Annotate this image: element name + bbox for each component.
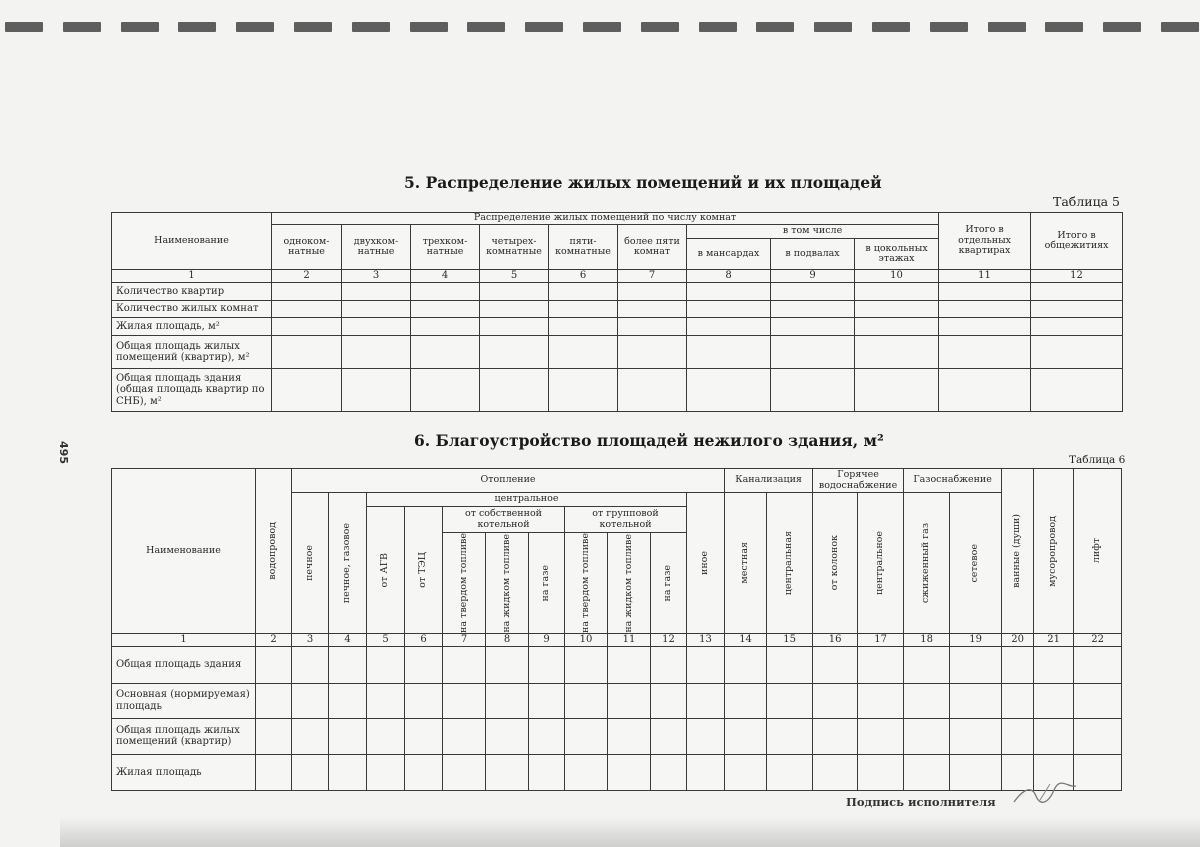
t6-data-cell[interactable] [367,646,405,683]
t6-header-agv: от АГВ [379,552,391,588]
t6-col-number: 12 [651,633,687,646]
binder-dash [988,22,1026,32]
binder-dash [1045,22,1083,32]
t6-data-cell[interactable] [292,754,329,790]
t6-data-cell[interactable] [813,683,858,718]
table-row [112,683,1122,718]
binder-dash [63,22,101,32]
t5-header-c8: в мансардах [687,239,771,270]
t6-data-cell[interactable] [256,718,292,754]
t5-data-cell[interactable] [411,318,480,336]
t6-header-liquid-2: на жидком топливе [622,533,634,633]
t5-data-cell[interactable] [687,318,771,336]
t6-data-cell[interactable] [767,683,813,718]
t5-col-number: 8 [687,270,771,283]
table-6 [111,468,1122,791]
t6-data-cell[interactable] [858,718,904,754]
t6-data-cell[interactable] [529,754,565,790]
t6-data-cell[interactable] [608,646,651,683]
t6-data-cell[interactable] [904,683,950,718]
t6-data-cell[interactable] [367,718,405,754]
t6-header-columns: от колонок [828,535,840,591]
t5-data-cell[interactable] [272,336,342,369]
t5-header-c11: Итого в отдельных квартирах [939,213,1031,270]
t5-data-cell[interactable] [771,283,855,301]
t6-data-cell[interactable] [687,683,725,718]
t5-data-cell[interactable] [272,283,342,301]
t6-data-cell[interactable] [443,683,486,718]
t5-data-cell[interactable] [687,301,771,318]
t5-data-cell[interactable] [342,318,411,336]
t5-header-group: Распределение жилых помещений по числу комнат [272,213,939,225]
t6-header-gassupply: Газоснабжение [904,469,1002,493]
t5-data-cell[interactable] [1031,283,1123,301]
t5-header-c4: трехкомнатные [411,225,480,270]
t6-row-label: Жилая площадь [112,754,256,790]
t5-data-cell[interactable] [342,301,411,318]
t5-col-number: 11 [939,270,1031,283]
t5-col-number: 10 [855,270,939,283]
t5-data-cell[interactable] [939,369,1031,412]
t5-data-cell[interactable] [480,318,549,336]
t6-data-cell[interactable] [1002,683,1034,718]
t6-data-cell[interactable] [256,646,292,683]
t6-data-cell[interactable] [904,718,950,754]
t6-data-cell[interactable] [565,754,608,790]
t5-row-label: Количество жилых комнат [112,301,272,318]
t5-col-number: 7 [618,270,687,283]
t5-header-c12: Итого в общежитиях [1031,213,1123,270]
section5-title: 5. Распределение жилых помещений и их площадей [404,173,882,192]
t6-data-cell[interactable] [858,754,904,790]
t6-data-cell[interactable] [725,646,767,683]
t6-data-cell[interactable] [529,646,565,683]
t5-col-number: 6 [549,270,618,283]
t5-data-cell[interactable] [939,301,1031,318]
t6-data-cell[interactable] [565,718,608,754]
t6-col-number: 13 [687,633,725,646]
t5-header-c2: однокомнатные [272,225,342,270]
t6-col-number: 7 [443,633,486,646]
t5-data-cell[interactable] [939,336,1031,369]
t5-data-cell[interactable] [687,369,771,412]
t6-data-cell[interactable] [651,754,687,790]
t6-data-cell[interactable] [329,683,367,718]
t6-data-cell[interactable] [608,683,651,718]
t6-header-network: сетевое [969,543,981,583]
t5-header-c5: четырех-комнатные [480,225,549,270]
t6-row-label: Основная (нормируемая) площадь [112,683,256,718]
t5-data-cell[interactable] [272,301,342,318]
t6-data-cell[interactable] [1002,646,1034,683]
t6-data-cell[interactable] [950,646,1002,683]
table6-label: Таблица 6 [1069,454,1126,466]
t6-header-gas-1: на газе [540,564,552,602]
t6-data-cell[interactable] [858,683,904,718]
t6-data-cell[interactable] [292,683,329,718]
binder-dash [814,22,852,32]
binder-dashes [0,22,1200,34]
t6-data-cell[interactable] [608,718,651,754]
signature-label: Подпись исполнителя [846,795,996,809]
t6-header-central: центральное [367,493,687,507]
t5-data-cell[interactable] [549,301,618,318]
t5-header-c7: более пяти комнат [618,225,687,270]
t5-data-cell[interactable] [411,369,480,412]
t6-data-cell[interactable] [329,718,367,754]
table-5 [111,212,1123,412]
binder-dash [352,22,390,32]
t6-data-cell[interactable] [443,754,486,790]
t6-data-cell[interactable] [813,754,858,790]
t6-data-cell[interactable] [486,754,529,790]
t6-data-cell[interactable] [329,754,367,790]
t6-data-cell[interactable] [651,646,687,683]
page-fold-shadow [60,817,1200,847]
binder-dash [1103,22,1141,32]
t6-header-own: от собственной котельной [443,507,565,533]
t5-data-cell[interactable] [618,336,687,369]
t6-data-cell[interactable] [1074,718,1122,754]
t5-data-cell[interactable] [855,336,939,369]
t5-data-cell[interactable] [855,318,939,336]
t6-data-cell[interactable] [367,683,405,718]
t5-data-cell[interactable] [939,283,1031,301]
t6-data-cell[interactable] [256,683,292,718]
t6-data-cell[interactable] [565,683,608,718]
binder-dash [121,22,159,32]
t6-col-number: 22 [1074,633,1122,646]
t6-col-number: 6 [405,633,443,646]
binder-dash [930,22,968,32]
t6-data-cell[interactable] [1034,646,1074,683]
t5-col-number: 3 [342,270,411,283]
t6-header-sewer: Канализация [725,469,813,493]
t5-data-cell[interactable] [411,301,480,318]
t5-col-number: 12 [1031,270,1123,283]
t6-header-bath: ванные (души) [1011,514,1023,588]
t5-data-cell[interactable] [618,369,687,412]
t6-data-cell[interactable] [767,718,813,754]
t5-data-cell[interactable] [855,301,939,318]
binder-dash [641,22,679,32]
t5-data-cell[interactable] [480,283,549,301]
binder-dash [178,22,216,32]
t5-header-c10: в цокольных этажах [855,239,939,270]
t6-header-group: от групповой котельной [565,507,687,533]
section6-title: 6. Благоустройство площадей нежилого здания, м² [414,431,884,450]
t6-data-cell[interactable] [904,646,950,683]
t6-data-cell[interactable] [950,754,1002,790]
t6-col-number: 21 [1034,633,1074,646]
t5-data-cell[interactable] [1031,336,1123,369]
t6-data-cell[interactable] [767,646,813,683]
t5-data-cell[interactable] [771,301,855,318]
t6-col-number: 16 [813,633,858,646]
t5-data-cell[interactable] [549,283,618,301]
t6-data-cell[interactable] [529,683,565,718]
t6-row-label: Общая площадь здания [112,646,256,683]
t5-col-number: 2 [272,270,342,283]
t6-data-cell[interactable] [651,718,687,754]
binder-dash [5,22,43,32]
t6-data-cell[interactable] [1074,646,1122,683]
t6-header-liquid-1: на жидком топливе [500,533,512,633]
t6-col-number: 9 [529,633,565,646]
t6-col-number: 10 [565,633,608,646]
t5-col-number: 1 [112,270,272,283]
t6-data-cell[interactable] [687,646,725,683]
t6-col-number: 2 [256,633,292,646]
t5-data-cell[interactable] [771,369,855,412]
t6-data-cell[interactable] [292,646,329,683]
t5-data-cell[interactable] [687,336,771,369]
binder-dash [872,22,910,32]
t5-header-c6: пяти-комнатные [549,225,618,270]
t6-header-stove-gas: печное, газовое [341,522,353,604]
t6-data-cell[interactable] [486,718,529,754]
t6-data-cell[interactable] [405,754,443,790]
t5-data-cell[interactable] [272,369,342,412]
t6-header-other: иное [699,550,711,575]
t6-data-cell[interactable] [651,683,687,718]
t5-data-cell[interactable] [272,318,342,336]
t6-data-cell[interactable] [1074,754,1122,790]
binder-dash [410,22,448,32]
t6-header-water: водопровод [267,522,279,580]
t6-header-centr: центральная [783,530,795,596]
t5-header-incl: в том числе [687,225,939,239]
t6-data-cell[interactable] [904,754,950,790]
t6-header-tec: от ТЭЦ [417,552,429,588]
t6-data-cell[interactable] [443,646,486,683]
t5-data-cell[interactable] [342,283,411,301]
t6-header-gas-2: на газе [662,564,674,602]
t6-header-solid-1: на твердом топливе [457,533,469,633]
t5-data-cell[interactable] [480,336,549,369]
t6-col-number: 5 [367,633,405,646]
t6-data-cell[interactable] [292,718,329,754]
t6-header-stove: печное [303,545,315,581]
t6-data-cell[interactable] [950,718,1002,754]
table-row [112,301,1123,318]
t5-data-cell[interactable] [549,336,618,369]
t5-row-label: Количество квартир [112,283,272,301]
t5-data-cell[interactable] [549,318,618,336]
t6-data-cell[interactable] [1034,683,1074,718]
t6-data-cell[interactable] [813,718,858,754]
t6-data-cell[interactable] [608,754,651,790]
t6-header-solid-2: на твердом топливе [579,533,591,633]
t6-col-number: 20 [1002,633,1034,646]
t5-data-cell[interactable] [687,283,771,301]
table-row [112,754,1122,790]
t6-col-number: 4 [329,633,367,646]
binder-dash [1161,22,1199,32]
binder-dash [699,22,737,32]
t6-data-cell[interactable] [443,718,486,754]
t5-data-cell[interactable] [1031,369,1123,412]
t5-col-number: 5 [480,270,549,283]
t6-data-cell[interactable] [529,718,565,754]
t5-data-cell[interactable] [618,283,687,301]
t5-col-number: 9 [771,270,855,283]
table-row [112,336,1123,369]
t6-data-cell[interactable] [486,646,529,683]
t6-header-local: местная [739,542,751,584]
table-row [112,646,1122,683]
t6-data-cell[interactable] [329,646,367,683]
t6-row-label: Общая площадь жилых помещений (квартир) [112,718,256,754]
binder-dash [467,22,505,32]
t6-header-lift: лифт [1091,538,1103,564]
t6-header-hot: Горячее водоснабжение [813,469,904,493]
t5-data-cell[interactable] [939,318,1031,336]
binder-dash [236,22,274,32]
t6-data-cell[interactable] [405,718,443,754]
t5-data-cell[interactable] [855,369,939,412]
t6-data-cell[interactable] [813,646,858,683]
t5-data-cell[interactable] [411,283,480,301]
table-row [112,318,1123,336]
t5-data-cell[interactable] [342,336,411,369]
t6-data-cell[interactable] [687,718,725,754]
t6-data-cell[interactable] [565,646,608,683]
t6-data-cell[interactable] [486,683,529,718]
table-row [112,718,1122,754]
t6-header-centr-n: центральное [874,531,886,595]
binder-dash [756,22,794,32]
t5-data-cell[interactable] [618,301,687,318]
t6-col-number: 8 [486,633,529,646]
t6-data-cell[interactable] [687,754,725,790]
t6-header-liquefied: сжиженный газ [920,522,932,604]
t6-data-cell[interactable] [725,683,767,718]
t6-data-cell[interactable] [367,754,405,790]
t5-header-c3: двухкомнатные [342,225,411,270]
t6-col-number: 15 [767,633,813,646]
t5-header-name: Наименование [112,213,272,270]
t5-data-cell[interactable] [618,318,687,336]
t5-data-cell[interactable] [480,301,549,318]
binder-dash [525,22,563,32]
t6-col-number: 3 [292,633,329,646]
t6-data-cell[interactable] [725,718,767,754]
t6-data-cell[interactable] [1074,683,1122,718]
t6-header-heating: Отопление [292,469,725,493]
signature-scribble [1010,782,1080,808]
t6-data-cell[interactable] [256,754,292,790]
t6-data-cell[interactable] [950,683,1002,718]
t6-data-cell[interactable] [858,646,904,683]
t5-data-cell[interactable] [855,283,939,301]
t6-data-cell[interactable] [1034,718,1074,754]
binder-dash [294,22,332,32]
t5-data-cell[interactable] [771,336,855,369]
t6-header-name: Наименование [112,469,256,634]
t5-col-number: 4 [411,270,480,283]
t6-data-cell[interactable] [405,646,443,683]
t6-col-number: 14 [725,633,767,646]
table-row [112,283,1123,301]
t5-data-cell[interactable] [342,369,411,412]
t5-header-c9: в подвалах [771,239,855,270]
binder-dash [583,22,621,32]
t5-row-label: Общая площадь здания (общая площадь квартир по СНБ), м² [112,369,272,412]
t5-data-cell[interactable] [1031,301,1123,318]
table-row [112,369,1123,412]
t5-data-cell[interactable] [1031,318,1123,336]
table5-label: Таблица 5 [1053,194,1121,209]
t6-data-cell[interactable] [725,754,767,790]
page-number: 495 [56,441,70,464]
t6-col-number: 18 [904,633,950,646]
t6-data-cell[interactable] [1002,718,1034,754]
t5-row-label: Общая площадь жилых помещений (квартир), м² [112,336,272,369]
t5-row-label: Жилая площадь, м² [112,318,272,336]
t5-data-cell[interactable] [549,369,618,412]
t6-data-cell[interactable] [405,683,443,718]
t6-col-number: 17 [858,633,904,646]
t6-data-cell[interactable] [767,754,813,790]
t5-data-cell[interactable] [411,336,480,369]
t5-data-cell[interactable] [480,369,549,412]
t6-col-number: 11 [608,633,651,646]
t6-col-number: 19 [950,633,1002,646]
t5-data-cell[interactable] [771,318,855,336]
t6-col-number: 1 [112,633,256,646]
t6-header-trash: мусоропровод [1047,515,1059,587]
